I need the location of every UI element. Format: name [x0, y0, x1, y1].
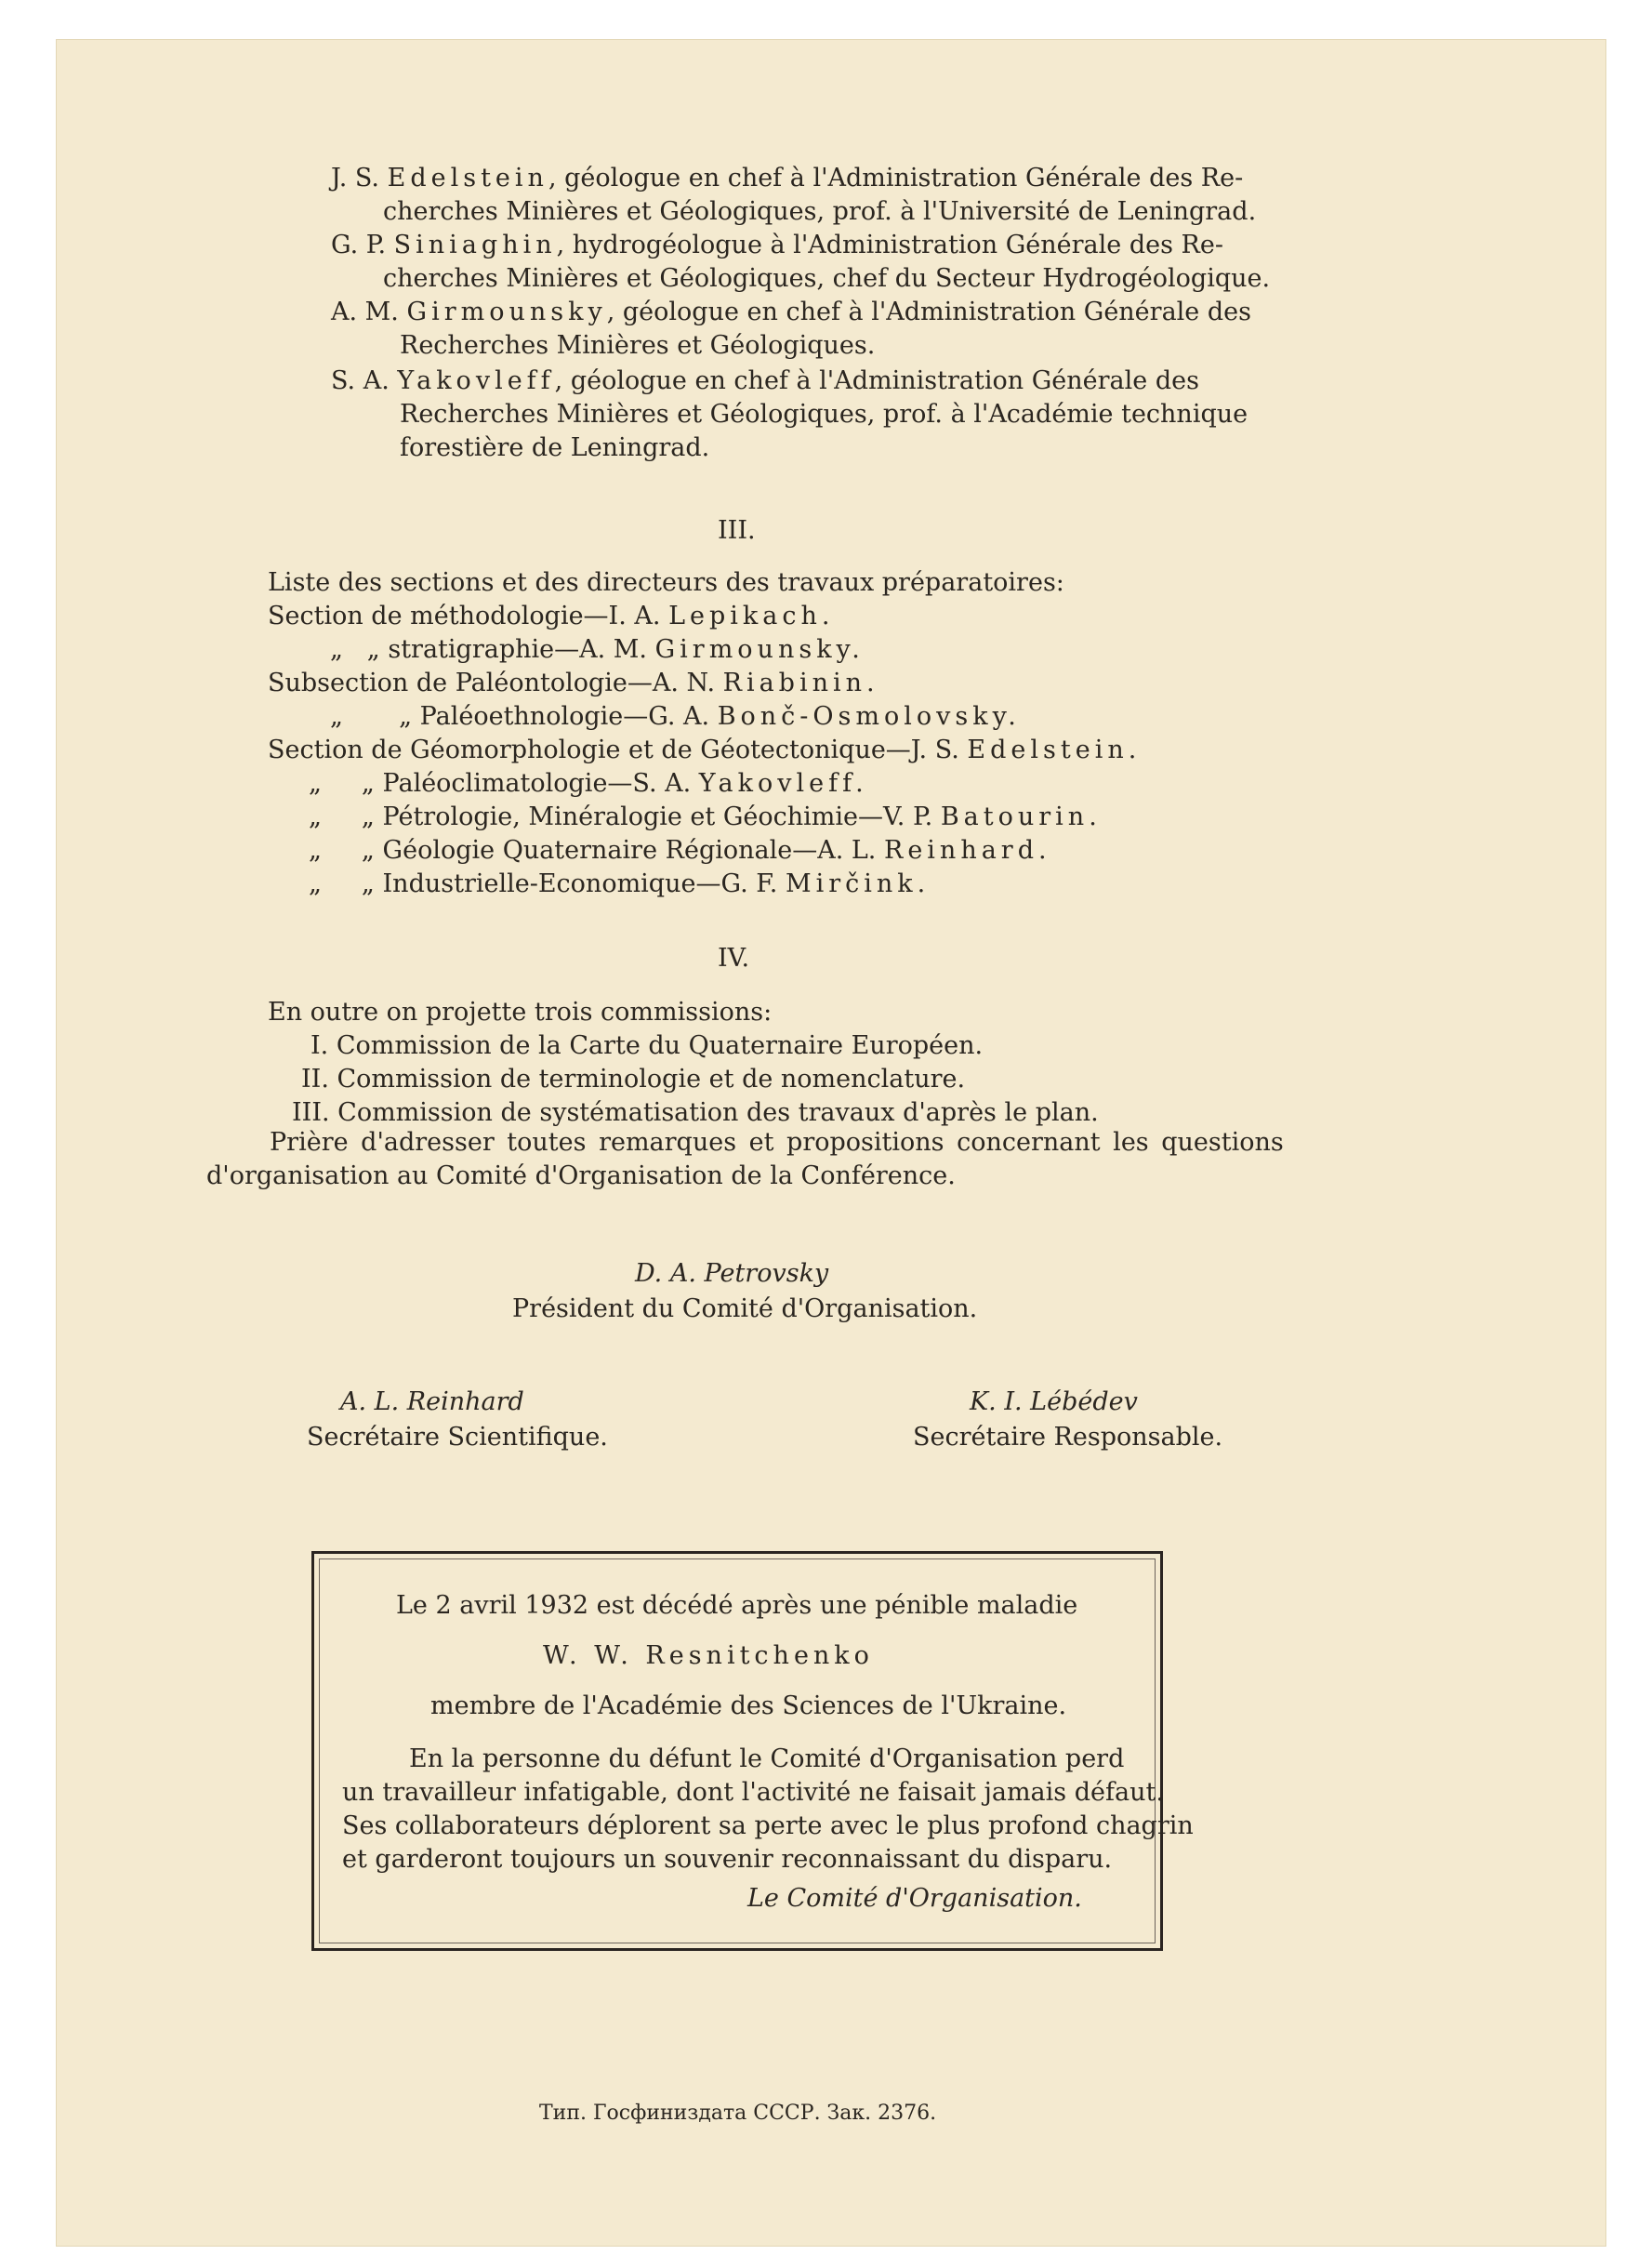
director-name: Riabinin. — [722, 669, 879, 697]
president-title: Président du Comité d'Organisation. — [512, 1294, 978, 1323]
obituary-paragraph: En la personne du défunt le Comité d'Organisation perd — [409, 1744, 1125, 1773]
request-text: d'organisation au Comité d'Organisation de la Conférence. — [206, 1161, 956, 1190]
obituary-line: Le 2 avril 1932 est décédé après une pénible maladie — [396, 1591, 1078, 1620]
ditto-mark: „ — [330, 635, 343, 664]
member-name: Edelstein — [387, 164, 548, 192]
member-siniaghin — [331, 229, 1223, 262]
ditto-mark: „ — [361, 869, 375, 898]
member-initials: A. M. — [331, 298, 399, 326]
member-initials: S. A. — [331, 366, 390, 395]
obituary-paragraph: un travailleur infatigable, dont l'activité ne faisait jamais défaut. — [342, 1778, 1164, 1807]
row-text: Paléoethnologie—G. A. — [419, 702, 718, 731]
obituary-line: membre de l'Académie des Sciences de l'Ukraine. — [430, 1691, 1067, 1720]
member-girmounsky — [331, 296, 1251, 329]
secretary-responsible-title: Secrétaire Responsable. — [913, 1423, 1223, 1452]
commission-item: II. Commission de terminologie et de nomenclature. — [301, 1065, 966, 1094]
secretary-scientific-name: A. L. Reinhard — [340, 1387, 524, 1416]
section-row — [330, 700, 1021, 734]
director-name: Edelstein. — [967, 736, 1142, 764]
ditto-mark: „ — [309, 802, 322, 831]
row-prefix: Subsection de — [268, 669, 456, 697]
ditto-mark: „ — [309, 869, 322, 898]
row-text: Pétrologie, Minéralogie et Géochimie—V. P. — [382, 802, 941, 831]
member-edelstein — [331, 162, 1243, 195]
section-intro: Liste des sections et des directeurs des travaux préparatoires: — [268, 568, 1064, 597]
director-name: Reinhard. — [883, 836, 1051, 865]
member-description-cont: cherches Minières et Géologiques, prof. à l'Université de Leningrad. — [383, 197, 1257, 226]
member-yakovleff — [331, 365, 1199, 398]
director-name: Bonč-Osmolovsky. — [717, 702, 1021, 731]
member-initials: J. S. — [331, 164, 380, 192]
row-text: Paléontologie—A. N. — [455, 669, 723, 697]
commission-item: III. Commission de systématisation des travaux d'après le plan. — [292, 1098, 1099, 1127]
ditto-mark: „ — [361, 802, 375, 831]
row-text: Géologie Quaternaire Régionale—A. L. — [382, 836, 884, 865]
deceased-name: W. W. Resnitchenko — [543, 1641, 874, 1670]
section-row — [309, 868, 930, 901]
director-name: Yakovleff. — [698, 769, 868, 798]
section-row — [268, 734, 1141, 767]
director-name: Lepikach. — [668, 602, 835, 630]
row-text: Industrielle-Economique—G. F. — [382, 869, 786, 898]
row-text: stratigraphie—A. M. — [388, 635, 655, 664]
secretary-scientific-title: Secrétaire Scientifique. — [307, 1423, 608, 1452]
section-row — [309, 834, 1051, 868]
member-description-cont: Recherches Minières et Géologiques, prof. à l'Académie technique — [400, 400, 1248, 429]
section-row — [268, 667, 879, 700]
member-name: Siniaghin — [393, 231, 557, 259]
section-row — [330, 633, 865, 667]
row-text: méthodologie—I. A. — [410, 602, 669, 630]
section-row — [268, 600, 834, 633]
ditto-mark: „ — [361, 769, 375, 798]
ditto-mark: „ — [361, 836, 375, 865]
member-description: , géologue en chef à l'Administration Générale des — [606, 298, 1251, 326]
commission-item: I. Commission de la Carte du Quaternaire Européen. — [310, 1031, 984, 1060]
obituary-signature: Le Comité d'Organisation. — [747, 1884, 1082, 1913]
obituary-paragraph: Ses collaborateurs déplorent sa perte avec le plus profond chagrin — [342, 1811, 1194, 1840]
section-row — [309, 801, 1102, 834]
ditto-mark: „ — [366, 635, 380, 664]
printer-imprint: Тип. Госфиниздата СССР. Зак. 2376. — [539, 2102, 937, 2125]
row-prefix: Section de — [268, 736, 411, 764]
row-text: Paléoclimatologie—S. A. — [382, 769, 699, 798]
member-description: , géologue en chef à l'Administration Générale des Re- — [548, 164, 1244, 192]
member-name: Yakovleff — [397, 366, 555, 395]
obituary-paragraph: et garderont toujours un souvenir reconnaissant du disparu. — [342, 1845, 1113, 1874]
member-initials: G. P. — [331, 231, 387, 259]
row-text: Géomorphologie et de Géotectonique—J. S. — [410, 736, 968, 764]
ditto-mark: „ — [309, 836, 322, 865]
member-description-cont: forestière de Leningrad. — [400, 433, 710, 462]
director-name: Batourin. — [940, 802, 1102, 831]
member-description-cont: Recherches Minières et Géologiques. — [400, 331, 876, 360]
director-name: Mirčink. — [785, 869, 931, 898]
ditto-mark: „ — [330, 702, 343, 731]
request-text: Prière d'adresser toutes remarques et propositions concernant les questions — [270, 1128, 1284, 1157]
member-description-cont: cherches Minières et Géologiques, chef du Secteur Hydrogéologique. — [383, 264, 1271, 293]
row-prefix: Section de — [268, 602, 411, 630]
section-heading-iii: III. — [718, 516, 756, 545]
secretary-responsible-name: K. I. Lébédev — [970, 1387, 1138, 1416]
president-name: D. A. Petrovsky — [635, 1259, 829, 1288]
director-name: Girmounsky. — [654, 635, 865, 664]
section-row — [309, 767, 868, 801]
section-intro: En outre on projette trois commissions: — [268, 998, 773, 1027]
section-heading-iv: IV. — [718, 944, 750, 973]
member-description: , géologue en chef à l'Administration Générale des — [554, 366, 1199, 395]
ditto-mark: „ — [399, 702, 413, 731]
member-name: Girmounsky — [406, 298, 607, 326]
ditto-mark: „ — [309, 769, 322, 798]
member-description: , hydrogéologue à l'Administration Générale des Re- — [556, 231, 1223, 259]
